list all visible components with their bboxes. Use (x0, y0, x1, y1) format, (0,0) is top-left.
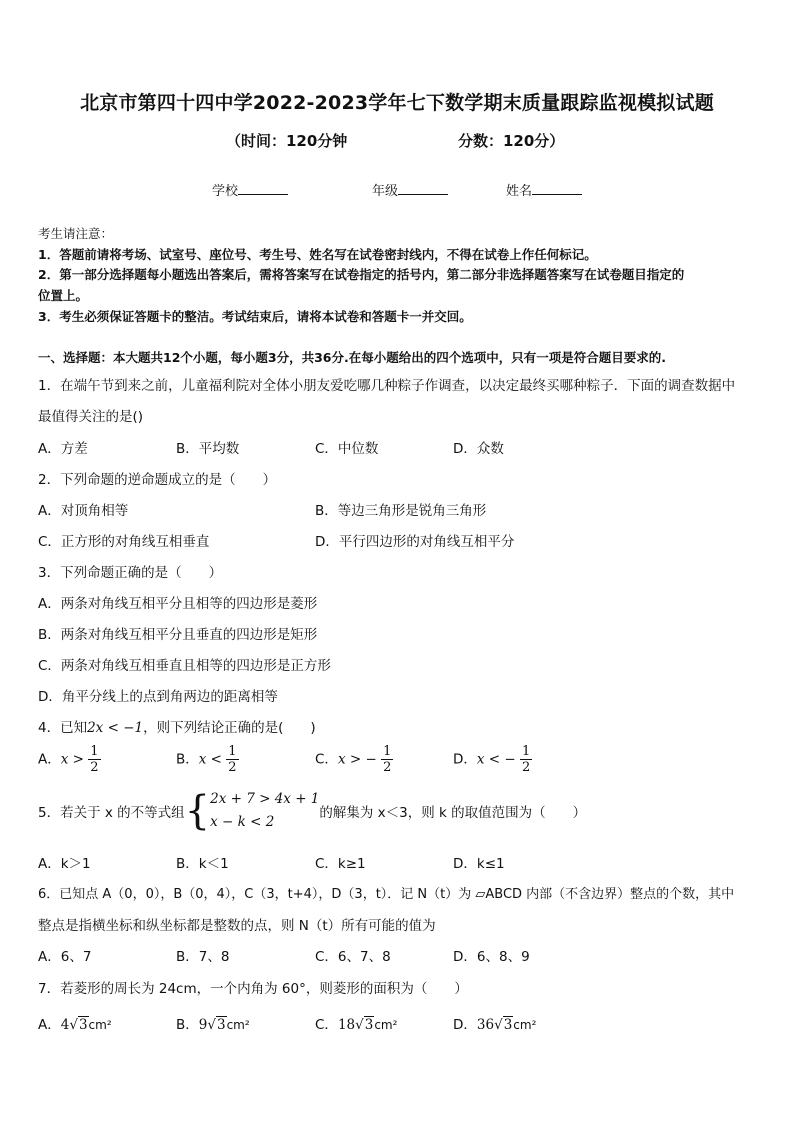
q7-option-b[interactable]: B．9√3cm² (176, 1017, 250, 1033)
notice-item: 3．考生必须保证答题卡的整洁。考试结束后，请将本试卷和答题卡一并交回。 (38, 309, 472, 324)
section-heading: 一、选择题：本大题共12个小题，每小题3分，共36分.在每小题给出的四个选项中，只有一项是符合题目要求的. (38, 350, 666, 365)
q2-option-d[interactable]: D．平行四边形的对角线互相平分 (315, 534, 515, 550)
inequality-system (210, 788, 319, 834)
school-blank[interactable] (238, 182, 288, 195)
q4-stem-math: 2x < −1 (87, 720, 144, 736)
exam-score: 分数：120分） (458, 132, 565, 150)
q5-stem-post: 的解集为 x＜3，则 k 的取值范围为（ ） (319, 805, 587, 821)
q4-stem-pre: 4．已知 (38, 720, 88, 736)
question-1-stem: 1．在端午节到来之前，儿童福利院对全体小朋友爱吃哪几种粽子作调查，以决定最终买哪种粽子．下面的调查数据中 (38, 378, 736, 394)
q4-option-a[interactable]: A．x > $\frac{1}{2}$ (38, 744, 99, 775)
q4-option-c[interactable]: C．x > − $\frac{1}{2}$ (315, 744, 392, 775)
sqrt-expression: 36√3 (476, 1017, 513, 1033)
q2-option-c[interactable]: C．正方形的对角线互相垂直 (38, 534, 210, 550)
fraction: $\frac{1}{2}$ (522, 744, 531, 775)
question-6-stem: 6．已知点 A（0，0），B（0，4），C（3，t+4），D（3，t）．记 N（t）为 ▱ABCD 内部（不含边界）整点的个数，其中 (38, 887, 735, 902)
q1-option-c[interactable]: C．中位数 (315, 441, 379, 457)
question-3-stem: 3．下列命题正确的是（ ） (38, 565, 223, 581)
school-label: 学校 (212, 184, 239, 199)
q5-option-d[interactable]: D．k≤1 (453, 856, 505, 872)
exam-title: 北京市第四十四中学2022-2023学年七下数学期末质量跟踪监视模拟试题 (80, 92, 714, 114)
sqrt-expression: 4√3 (60, 1017, 88, 1033)
fraction: $\frac{1}{2}$ (228, 744, 237, 775)
question-5-stem (38, 788, 586, 834)
sqrt-expression: 9√3 (198, 1017, 226, 1033)
q3-option-d[interactable]: D．角平分线上的点到角两边的距离相等 (38, 689, 278, 705)
q7-option-a[interactable]: A．4√3cm² (38, 1017, 112, 1033)
q3-option-a[interactable]: A．两条对角线互相平分且相等的四边形是菱形 (38, 596, 318, 612)
sqrt-expression: 18√3 (337, 1017, 374, 1033)
q1-option-b[interactable]: B．平均数 (176, 441, 240, 457)
q2-option-b[interactable]: B．等边三角形是锐角三角形 (315, 503, 487, 519)
q6-option-c[interactable]: C．6、7、8 (315, 949, 391, 965)
q5-option-a[interactable]: A．k＞1 (38, 856, 91, 872)
q6-option-a[interactable]: A．6、7 (38, 949, 92, 965)
q7-option-d[interactable]: D．36√3cm² (453, 1017, 537, 1033)
question-1-stem-cont: 最值得关注的是() (38, 409, 144, 425)
notice-heading: 考生请注意： (38, 226, 114, 241)
notice-item: 1．答题前请将考场、试室号、座位号、考生号、姓名写在试卷密封线内，不得在试卷上作任何标记。 (38, 247, 597, 262)
q2-option-a[interactable]: A．对顶角相等 (38, 503, 129, 519)
grade-blank[interactable] (398, 182, 448, 195)
fraction: $\frac{1}{2}$ (383, 744, 392, 775)
q6-option-d[interactable]: D．6、8、9 (453, 949, 530, 965)
name-blank[interactable] (532, 182, 582, 195)
q5-option-c[interactable]: C．k≥1 (315, 856, 366, 872)
q1-option-d[interactable]: D．众数 (453, 441, 504, 457)
question-2-stem: 2．下列命题的逆命题成立的是（ ） (38, 472, 277, 488)
q3-option-c[interactable]: C．两条对角线互相垂直且相等的四边形是正方形 (38, 658, 331, 674)
name-field[interactable] (506, 180, 582, 199)
exam-time: （时间：120分钟 (226, 132, 348, 150)
q4-option-d[interactable]: D．x < − $\frac{1}{2}$ (453, 744, 531, 775)
inequality-line-2: x − k < 2 (210, 814, 275, 830)
q4-stem-post: ，则下列结论正确的是( ) (143, 720, 316, 736)
question-7-stem: 7．若菱形的周长为 24cm，一个内角为 60°，则菱形的面积为（ ） (38, 981, 468, 997)
school-field[interactable] (212, 180, 288, 199)
grade-field[interactable] (372, 180, 448, 199)
notice-item: 位置上。 (38, 288, 89, 303)
q5-option-b[interactable]: B．k＜1 (176, 856, 229, 872)
fraction: $\frac{1}{2}$ (90, 744, 99, 775)
grade-label: 年级 (372, 184, 399, 199)
question-6-stem-cont: 整点是指横坐标和纵坐标都是整数的点，则 N（t）所有可能的值为 (38, 918, 436, 934)
brace-icon: { (184, 788, 211, 834)
q6-option-b[interactable]: B．7、8 (176, 949, 230, 965)
q5-stem-pre: 5．若关于 x 的不等式组 (38, 805, 185, 821)
q3-option-b[interactable]: B．两条对角线互相平分且垂直的四边形是矩形 (38, 627, 318, 643)
q1-option-a[interactable]: A．方差 (38, 441, 88, 457)
name-label: 姓名 (506, 184, 533, 199)
q4-option-b[interactable]: B．x < $\frac{1}{2}$ (176, 744, 237, 775)
inequality-line-1: 2x + 7 > 4x + 1 (210, 791, 320, 807)
question-4-stem (38, 716, 316, 736)
q7-option-c[interactable]: C．18√3cm² (315, 1017, 398, 1033)
notice-item: 2．第一部分选择题每小题选出答案后，需将答案写在试卷指定的括号内，第二部分非选择题答案写在试卷题目指定的 (38, 267, 685, 282)
